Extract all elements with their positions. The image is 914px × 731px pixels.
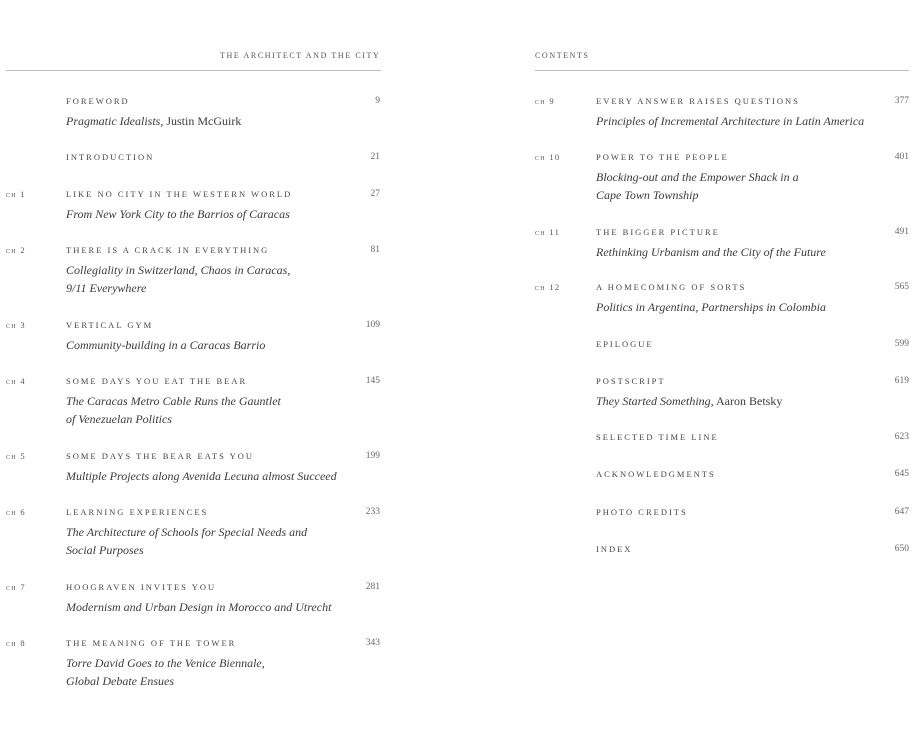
entry-subtitle: [596, 392, 782, 410]
subtitle-line: [596, 392, 782, 410]
subtitle-italic: Politics in Argentina, Partnerships in Colombia: [596, 300, 827, 314]
toc-entry[interactable]: [457, 282, 914, 316]
subtitle-italic: Cape Town Township: [596, 188, 699, 202]
toc-entry[interactable]: [457, 227, 914, 261]
entry-subtitle: [596, 298, 826, 316]
entry-subtitle: [66, 654, 265, 690]
page-number: 401: [894, 152, 909, 162]
entry-title: SELECTED TIME LINE: [596, 432, 719, 442]
entry-title: HOOGRAVEN INVITES YOU: [66, 582, 217, 592]
page-number: 27: [370, 189, 380, 199]
subtitle-italic: 9/11 Everywhere: [66, 281, 147, 295]
toc-entry[interactable]: [457, 469, 914, 485]
page-number: 623: [894, 432, 909, 442]
subtitle-line: [66, 598, 331, 616]
subtitle-line: [66, 467, 337, 485]
page-number: 109: [365, 320, 380, 330]
entry-title: EPILOGUE: [596, 339, 654, 349]
page-number: 145: [365, 376, 380, 386]
right-page: [457, 0, 914, 731]
subtitle-line: [66, 261, 290, 279]
toc-entry[interactable]: [0, 376, 457, 428]
subtitle-line: [596, 186, 799, 204]
toc-entry[interactable]: [0, 507, 457, 559]
chapter-number: ch 8: [6, 638, 26, 648]
toc-entry[interactable]: [0, 320, 457, 354]
page-number: 81: [370, 245, 380, 255]
entry-title: FOREWORD: [66, 96, 130, 106]
page-number: 21: [370, 152, 380, 162]
page-number: 619: [894, 376, 909, 386]
entry-title: THE MEANING OF THE TOWER: [66, 638, 237, 648]
page-number: 9: [375, 96, 380, 106]
page-number: 645: [894, 469, 909, 479]
subtitle-italic: They Started Something,: [596, 394, 714, 408]
subtitle-italic: Collegiality in Switzerland, Chaos in Caracas,: [66, 263, 291, 277]
entry-title: INTRODUCTION: [66, 152, 155, 162]
entry-subtitle: [596, 168, 799, 204]
entry-title: THERE IS A CRACK IN EVERYTHING: [66, 245, 270, 255]
page-number: 650: [894, 544, 909, 554]
subtitle-italic: Global Debate Ensues: [66, 674, 174, 688]
subtitle-line: [66, 112, 241, 130]
entry-subtitle: [596, 112, 864, 130]
entry-title: LEARNING EXPERIENCES: [66, 507, 209, 517]
entry-title: VERTICAL GYM: [66, 320, 154, 330]
page-number: 599: [894, 339, 909, 349]
chapter-number: ch 3: [6, 320, 26, 330]
entry-subtitle: [596, 243, 826, 261]
entry-subtitle: [66, 112, 241, 130]
subtitle-line: [66, 392, 281, 410]
entry-title: POWER TO THE PEOPLE: [596, 152, 729, 162]
toc-entry[interactable]: [457, 152, 914, 204]
subtitle-line: [66, 205, 290, 223]
entry-subtitle: [66, 336, 265, 354]
entry-subtitle: [66, 261, 290, 297]
subtitle-line: [66, 672, 265, 690]
toc-entry[interactable]: [0, 245, 457, 297]
entry-title: THE BIGGER PICTURE: [596, 227, 720, 237]
page-number: 281: [365, 582, 380, 592]
chapter-number: ch 6: [6, 507, 26, 517]
toc-entry[interactable]: [0, 582, 457, 616]
entry-title: SOME DAYS YOU EAT THE BEAR: [66, 376, 248, 386]
subtitle-line: [596, 298, 826, 316]
entry-title: A HOMECOMING OF SORTS: [596, 282, 747, 292]
subtitle-italic: Torre David Goes to the Venice Biennale,: [66, 656, 265, 670]
subtitle-italic: The Architecture of Schools for Special Needs and: [66, 525, 308, 539]
subtitle-author: Justin McGuirk: [163, 114, 242, 128]
header-rule: [6, 70, 381, 71]
toc-entry[interactable]: [457, 339, 914, 355]
toc-entry[interactable]: [457, 544, 914, 560]
entry-subtitle: [66, 205, 290, 223]
toc-entry[interactable]: [457, 376, 914, 410]
entry-subtitle: [66, 392, 281, 428]
entry-title: INDEX: [596, 544, 633, 554]
toc-entry[interactable]: [457, 432, 914, 448]
subtitle-line: [66, 279, 290, 297]
page-number: 647: [894, 507, 909, 517]
subtitle-line: [596, 112, 864, 130]
toc-entry[interactable]: [0, 152, 457, 168]
subtitle-italic: Rethinking Urbanism and the City of the Future: [596, 245, 826, 259]
subtitle-italic: Modernism and Urban Design in Morocco and Utrecht: [66, 600, 332, 614]
running-head: THE ARCHITECT AND THE CITY: [220, 51, 381, 60]
subtitle-line: [66, 410, 281, 428]
header-rule: [535, 70, 909, 71]
toc-entry[interactable]: [0, 189, 457, 223]
chapter-number: ch 2: [6, 245, 26, 255]
toc-entry[interactable]: [0, 451, 457, 485]
chapter-number: ch 5: [6, 451, 26, 461]
chapter-number: ch 4: [6, 376, 26, 386]
entry-subtitle: [66, 467, 337, 485]
chapter-number: ch 7: [6, 582, 26, 592]
subtitle-italic: Multiple Projects along Avenida Lecuna almost Succeed: [66, 469, 337, 483]
page-number: 343: [365, 638, 380, 648]
subtitle-italic: From New York City to the Barrios of Caracas: [66, 207, 290, 221]
page-number: 377: [894, 96, 909, 106]
page-number: 491: [894, 227, 909, 237]
page-number: 565: [894, 282, 909, 292]
entry-subtitle: [66, 598, 331, 616]
entry-title: LIKE NO CITY IN THE WESTERN WORLD: [66, 189, 293, 199]
chapter-number: ch 1: [6, 189, 26, 199]
subtitle-italic: Principles of Incremental Architecture in Latin America: [596, 114, 865, 128]
chapter-number: ch 12: [535, 282, 561, 292]
running-head: CONTENTS: [535, 51, 590, 60]
chapter-number: ch 10: [535, 152, 561, 162]
subtitle-line: [66, 541, 307, 559]
page-number: 233: [365, 507, 380, 517]
subtitle-italic: The Caracas Metro Cable Runs the Gauntlet: [66, 394, 281, 408]
entry-title: PHOTO CREDITS: [596, 507, 688, 517]
chapter-number: ch 11: [535, 227, 561, 237]
subtitle-author: Aaron Betsky: [713, 394, 783, 408]
entry-subtitle: [66, 523, 307, 559]
page-number: 199: [365, 451, 380, 461]
subtitle-italic: Blocking-out and the Empower Shack in a: [596, 170, 799, 184]
toc-entry[interactable]: [457, 96, 914, 130]
entry-title: POSTSCRIPT: [596, 376, 666, 386]
entry-title: SOME DAYS THE BEAR EATS YOU: [66, 451, 255, 461]
toc-entry[interactable]: [457, 507, 914, 523]
subtitle-line: [596, 168, 799, 186]
subtitle-italic: Pragmatic Idealists,: [66, 114, 164, 128]
subtitle-line: [66, 336, 265, 354]
subtitle-line: [596, 243, 826, 261]
toc-entry[interactable]: [0, 96, 457, 130]
subtitle-line: [66, 523, 307, 541]
subtitle-italic: Social Purposes: [66, 543, 144, 557]
subtitle-italic: of Venezuelan Politics: [66, 412, 172, 426]
entry-title: ACKNOWLEDGMENTS: [596, 469, 716, 479]
subtitle-italic: Community-building in a Caracas Barrio: [66, 338, 266, 352]
chapter-number: ch 9: [535, 96, 555, 106]
entry-title: EVERY ANSWER RAISES QUESTIONS: [596, 96, 800, 106]
toc-entry[interactable]: [0, 638, 457, 690]
subtitle-line: [66, 654, 265, 672]
